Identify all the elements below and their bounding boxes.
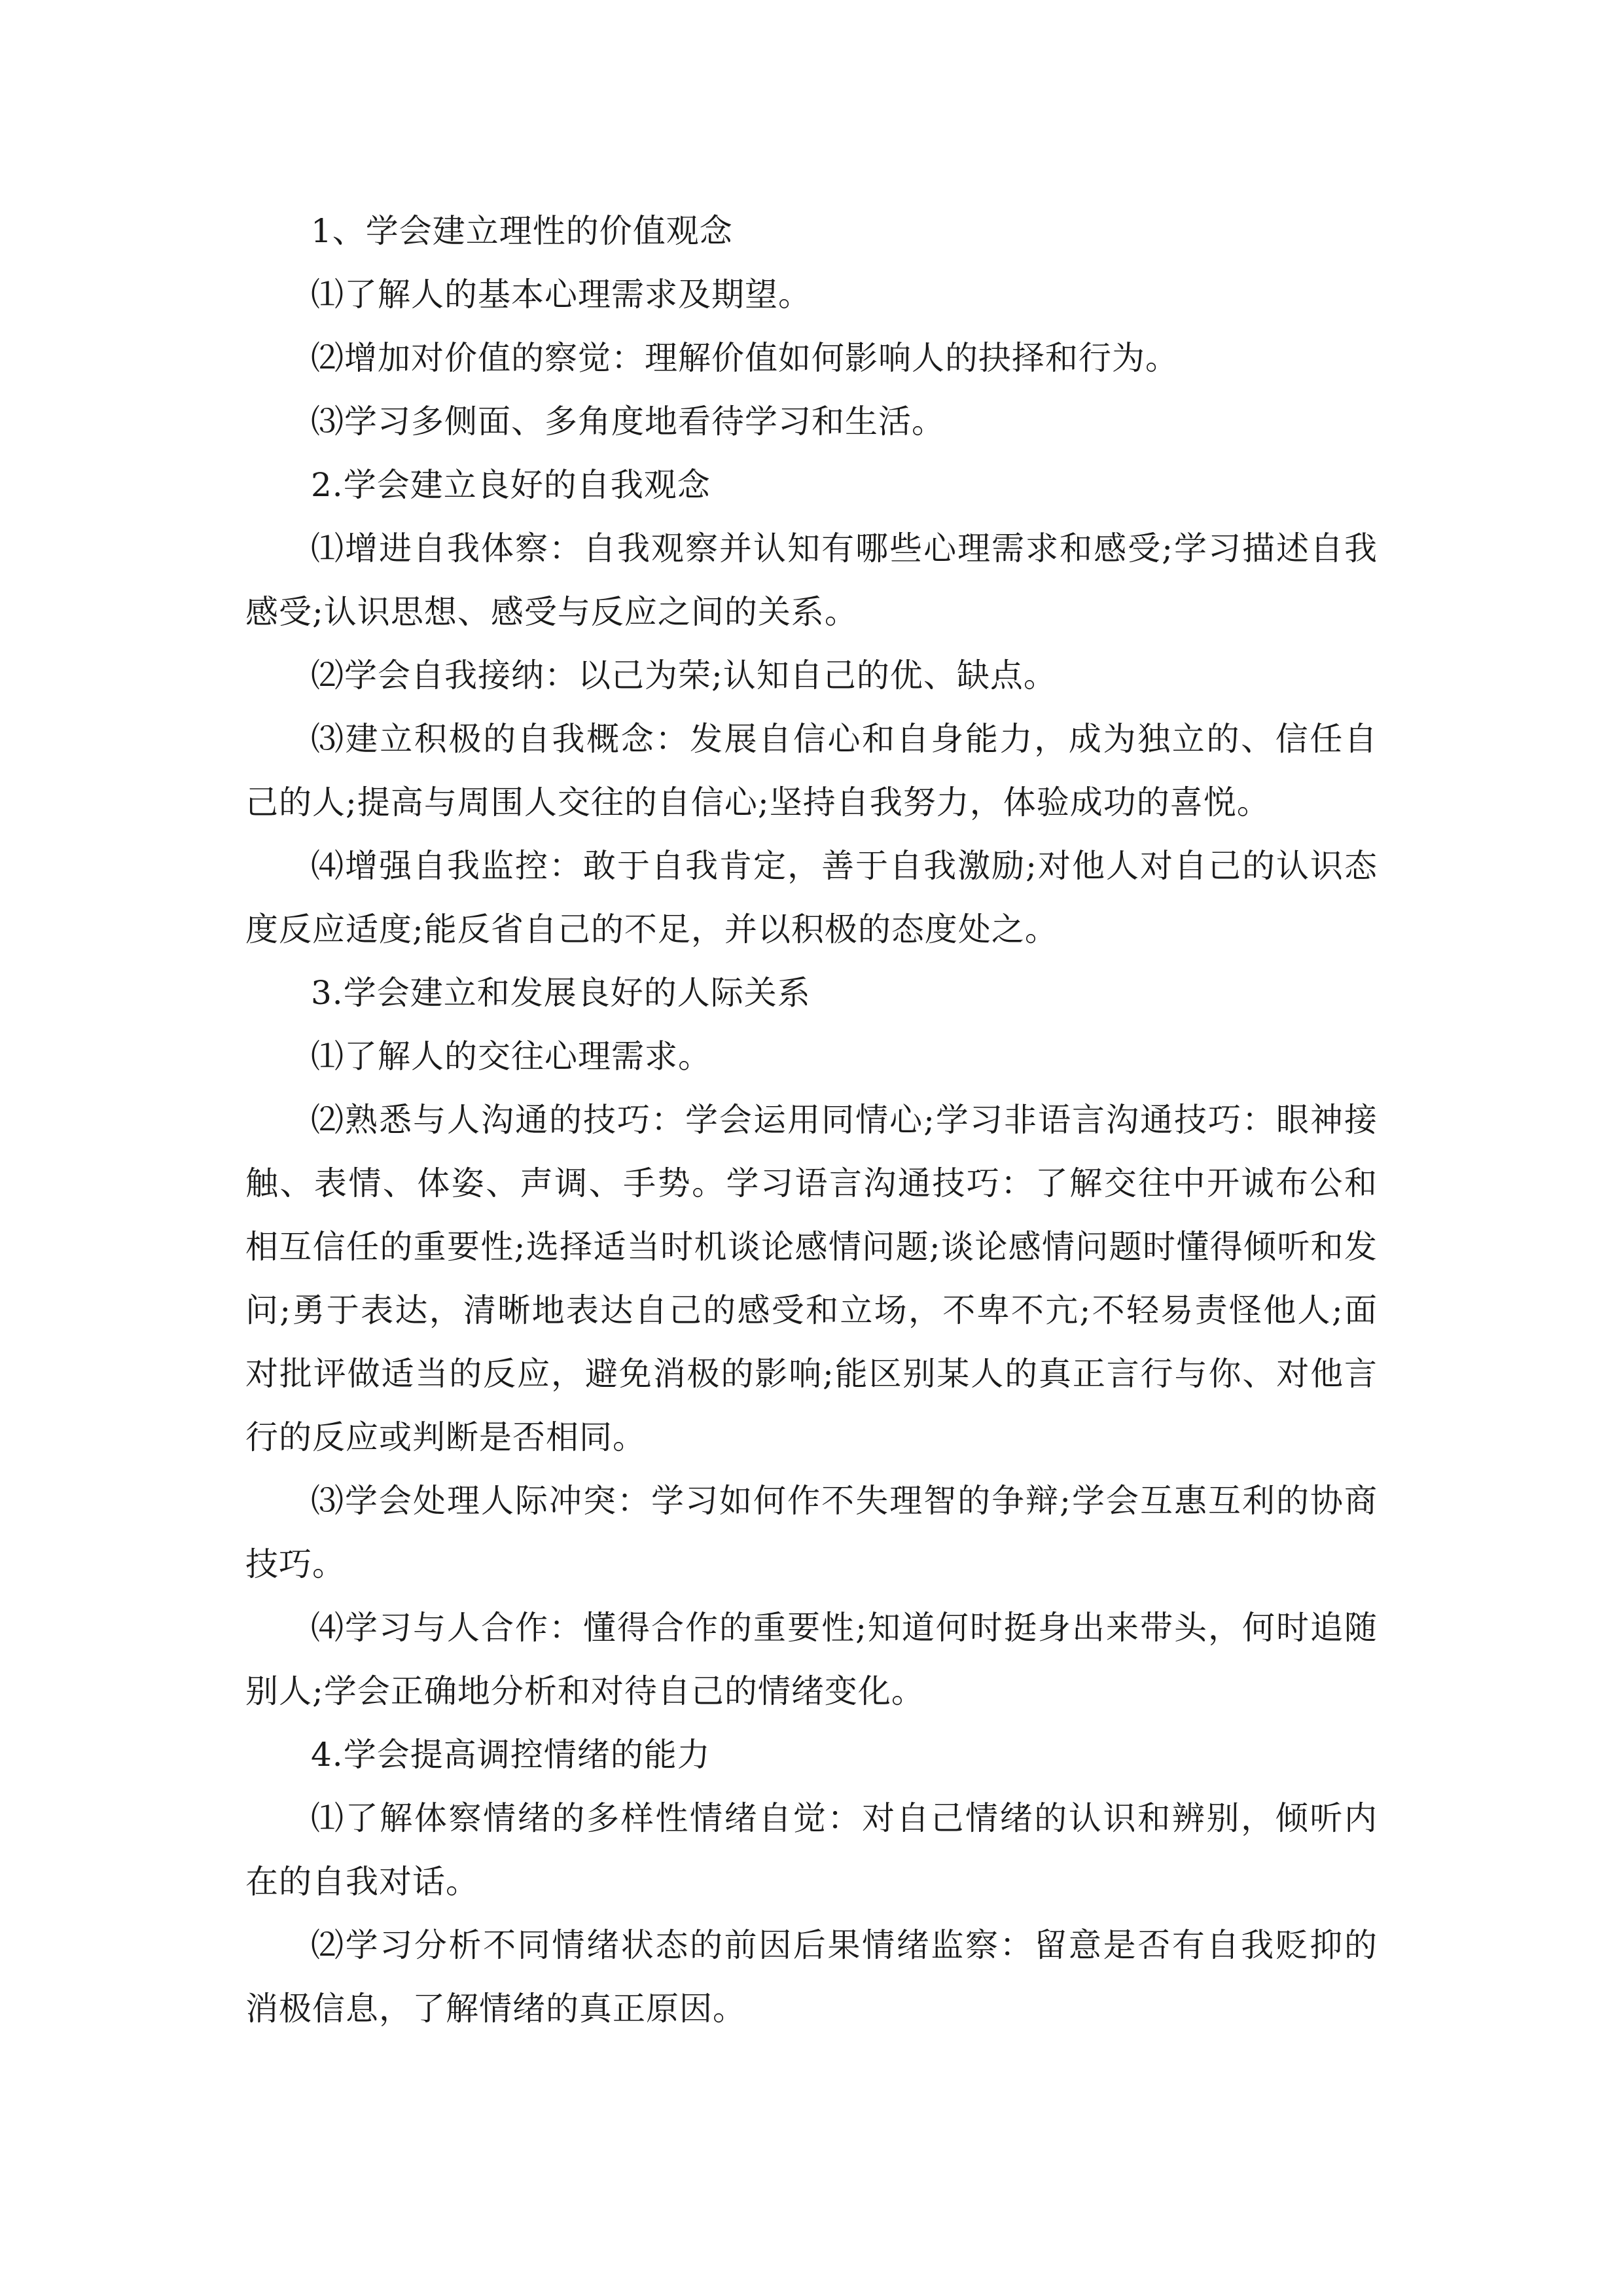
- document-body: [245, 200, 1378, 2041]
- paragraph: ⑵熟悉与人沟通的技巧：学会运用同情心;学习非语言沟通技巧：眼神接触、表情、体姿、声调、手势。学习语言沟通技巧：了解交往中开诚布公和相互信任的重要性;选择适当时机谈论感情问题;谈论感情问题时懂得倾听和发问;勇于表达，清晰地表达自己的感受和立场，不卑不亢;不轻易责怪他人;面对批评做适当的反应，避免消极的影响;能区别某人的真正言行与你、对他言行的反应或判断是否相同。: [245, 1101, 1378, 1456]
- heading-4: 4.学会提高调控情绪的能力: [311, 1736, 711, 1774]
- paragraph: ⑵学习分析不同情绪状态的前因后果情绪监察：留意是否有自我贬抑的消极信息，了解情绪的真正原因。: [245, 1926, 1378, 2028]
- heading-2: 2.学会建立良好的自我观念: [311, 466, 711, 504]
- paragraph: ⑴了解人的交往心理需求。: [311, 1037, 711, 1075]
- paragraph: ⑶学习多侧面、多角度地看待学习和生活。: [311, 403, 945, 440]
- heading-1: 1、学会建立理性的价值观念: [311, 212, 733, 250]
- paragraph: ⑶建立积极的自我概念：发展自信心和自身能力，成为独立的、信任自己的人;提高与周围人交往的自信心;坚持自我努力，体验成功的喜悦。: [245, 720, 1378, 821]
- paragraph: ⑷增强自我监控：敢于自我肯定，善于自我激励;对他人对自己的认识态度反应适度;能反省自己的不足，并以积极的态度处之。: [245, 847, 1378, 948]
- paragraph: ⑵增加对价值的察觉：理解价值如何影响人的抉择和行为。: [311, 339, 1179, 377]
- paragraph: ⑴增进自我体察：自我观察并认知有哪些心理需求和感受;学习描述自我感受;认识思想、感受与反应之间的关系。: [245, 529, 1378, 631]
- paragraph: ⑵学会自我接纳：以己为荣;认知自己的优、缺点。: [311, 656, 1057, 694]
- paragraph: ⑴了解体察情绪的多样性情绪自觉：对自己情绪的认识和辨别，倾听内在的自我对话。: [245, 1799, 1378, 1901]
- heading-3: 3.学会建立和发展良好的人际关系: [311, 974, 811, 1012]
- paragraph: ⑷学习与人合作：懂得合作的重要性;知道何时挺身出来带头，何时追随别人;学会正确地分析和对待自己的情绪变化。: [245, 1609, 1378, 1710]
- paragraph: ⑶学会处理人际冲突：学习如何作不失理智的争辩;学会互惠互利的协商技巧。: [245, 1482, 1378, 1583]
- paragraph: ⑴了解人的基本心理需求及期望。: [311, 276, 812, 314]
